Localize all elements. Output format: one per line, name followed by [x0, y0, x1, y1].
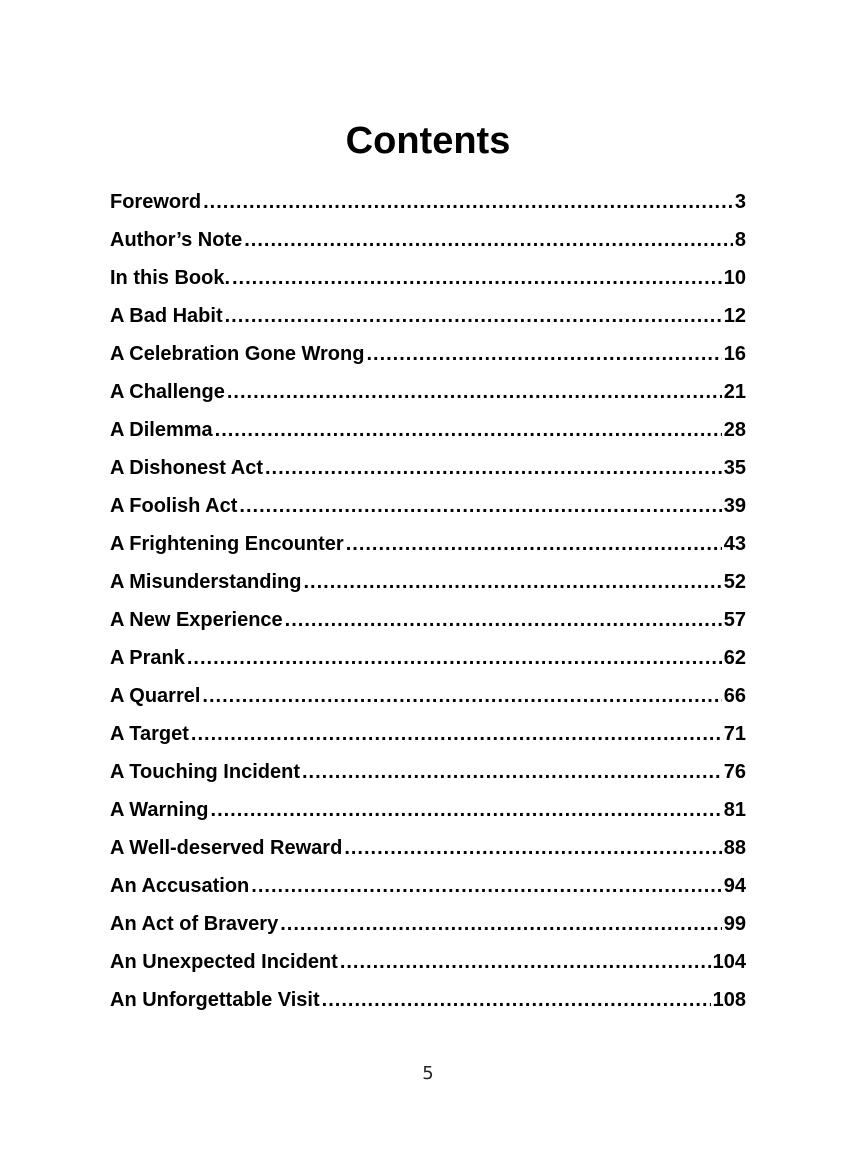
toc-entry-page: 62 [723, 647, 746, 669]
toc-entry-title: A Challenge [110, 381, 225, 403]
toc-entry-page: 88 [723, 837, 746, 859]
toc-entry[interactable] [110, 681, 746, 719]
toc-entry[interactable] [110, 301, 746, 339]
toc-entry-title: A Dilemma [110, 419, 213, 441]
dot-leader [232, 263, 722, 293]
toc-entry[interactable] [110, 643, 746, 681]
dot-leader [227, 377, 722, 407]
toc-entry-page: 71 [723, 723, 746, 745]
toc-entry-title: A Bad Habit [110, 305, 223, 327]
toc-entry[interactable] [110, 263, 746, 301]
toc-entry-page: 8 [734, 229, 746, 251]
toc-entry[interactable] [110, 947, 746, 985]
toc-entry-title: An Unforgettable Visit [110, 989, 320, 1011]
toc-entry[interactable] [110, 985, 746, 1023]
toc-entry-title: A Warning [110, 799, 209, 821]
dot-leader [211, 795, 722, 825]
dot-leader [265, 453, 722, 483]
toc-entry[interactable] [110, 567, 746, 605]
toc-entry-page: 52 [723, 571, 746, 593]
dot-leader [244, 225, 733, 255]
toc-entry-title: A Touching Incident [110, 761, 300, 783]
page-number: 5 [422, 1063, 434, 1084]
dot-leader [191, 719, 722, 749]
toc-entry[interactable] [110, 719, 746, 757]
toc-entry-title: A Dishonest Act [110, 457, 263, 479]
toc-entry-page: 12 [723, 305, 746, 327]
table-of-contents [110, 187, 746, 1023]
toc-entry-title: Author’s Note [110, 229, 243, 251]
dot-leader [285, 605, 722, 635]
dot-leader [346, 529, 722, 559]
toc-entry[interactable] [110, 415, 746, 453]
toc-entry-title: In this Book. [110, 267, 230, 289]
toc-entry-page: 94 [723, 875, 746, 897]
toc-entry[interactable] [110, 795, 746, 833]
toc-entry[interactable] [110, 909, 746, 947]
toc-entry[interactable] [110, 491, 746, 529]
toc-entry[interactable] [110, 529, 746, 567]
toc-entry-title: A Target [110, 723, 189, 745]
toc-entry-title: A New Experience [110, 609, 283, 631]
toc-entry-page: 104 [712, 951, 746, 973]
dot-leader [303, 567, 721, 597]
dot-leader [322, 985, 711, 1015]
toc-entry[interactable] [110, 757, 746, 795]
toc-entry-page: 21 [723, 381, 746, 403]
toc-entry-title: A Quarrel [110, 685, 201, 707]
dot-leader [225, 301, 722, 331]
toc-entry[interactable] [110, 833, 746, 871]
dot-leader [251, 871, 721, 901]
page-title: Contents [345, 120, 511, 162]
toc-entry-title: A Celebration Gone Wrong [110, 343, 365, 365]
toc-entry[interactable] [110, 377, 746, 415]
toc-entry-title: A Prank [110, 647, 185, 669]
toc-entry[interactable] [110, 605, 746, 643]
toc-entry[interactable] [110, 225, 746, 263]
toc-entry-page: 99 [723, 913, 746, 935]
toc-entry-page: 39 [723, 495, 746, 517]
toc-entry[interactable] [110, 187, 746, 225]
toc-entry-page: 28 [723, 419, 746, 441]
toc-entry-title: A Misunderstanding [110, 571, 302, 593]
toc-entry[interactable] [110, 453, 746, 491]
toc-entry-title: Foreword [110, 191, 202, 213]
toc-entry-page: 108 [712, 989, 746, 1011]
toc-entry-page: 3 [734, 191, 746, 213]
dot-leader [215, 415, 722, 445]
toc-entry-page: 16 [723, 343, 746, 365]
toc-entry-title: A Well-deserved Reward [110, 837, 343, 859]
dot-leader [340, 947, 711, 977]
dot-leader [344, 833, 721, 863]
toc-entry-page: 57 [723, 609, 746, 631]
dot-leader [366, 339, 721, 369]
toc-entry-title: An Unexpected Incident [110, 951, 338, 973]
dot-leader [302, 757, 722, 787]
dot-leader [203, 187, 733, 217]
toc-entry[interactable] [110, 339, 746, 377]
toc-entry-page: 10 [723, 267, 746, 289]
toc-entry-title: A Frightening Encounter [110, 533, 344, 555]
dot-leader [202, 681, 721, 711]
dot-leader [280, 909, 722, 939]
toc-entry-page: 81 [723, 799, 746, 821]
dot-leader [239, 491, 721, 521]
toc-entry-title: An Accusation [110, 875, 250, 897]
toc-entry-page: 76 [723, 761, 746, 783]
toc-entry-page: 66 [723, 685, 746, 707]
toc-entry-title: An Act of Bravery [110, 913, 279, 935]
toc-entry-page: 35 [723, 457, 746, 479]
toc-entry-title: A Foolish Act [110, 495, 238, 517]
toc-entry-page: 43 [723, 533, 746, 555]
toc-entry[interactable] [110, 871, 746, 909]
dot-leader [187, 643, 722, 673]
